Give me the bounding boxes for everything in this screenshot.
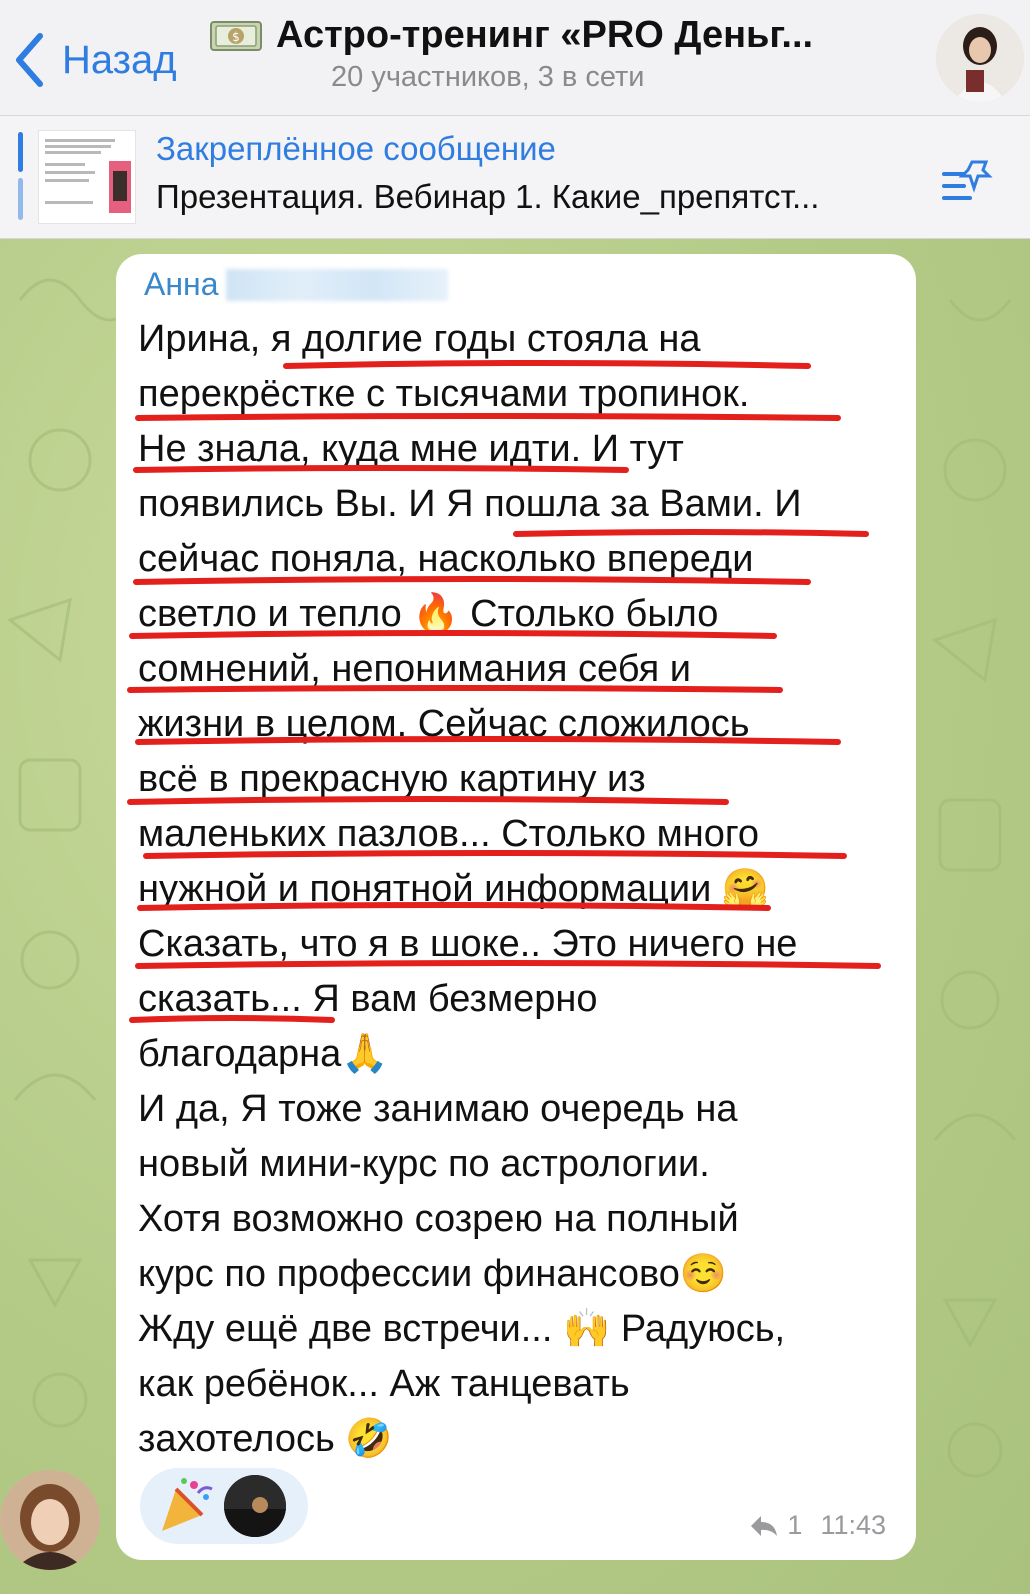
reply-count[interactable]: 1 — [787, 1510, 803, 1540]
pinned-text: Презентация. Вебинар 1. Какие_препятст... — [156, 178, 820, 215]
chat-subtitle: 20 участников, 3 в сети — [331, 61, 645, 93]
chat-title-area[interactable] — [210, 14, 910, 94]
chat-header — [0, 0, 1030, 116]
party-popper-icon — [154, 1475, 216, 1537]
sender-avatar-image — [0, 1470, 100, 1570]
chevron-left-icon — [14, 32, 44, 88]
sender-surname-blurred — [226, 269, 448, 301]
pinned-thumbnail — [38, 130, 136, 224]
reactions-pill[interactable] — [140, 1468, 308, 1544]
message-text: Ирина, я долгие годы стояла на перекрёстке с тысячами тропинок. Не знала, куда мне идти. И тут появились Вы. И Я пошла за Вами. И сейчас поняла, насколько впереди светло и тепло 🔥 Столько было сомнений, непонимания себя и жизни в целом. Сейчас сложилось всё в прекрасную картину из маленьких пазлов... Столько много нужной и понятной информации 🤗 Сказать, что я в шоке.. Это ничего не сказать... Я вам безмерно благодарна🙏 И да, Я тоже занимаю очередь на новый мини-курс по астрологии. Хотя возможно созрею на полный курс по профессии финансово☺️ Жду ещё две встречи... 🙌 Радуюсь, как ребёнок... Аж танцевать захотелось 🤣 — [138, 318, 802, 1460]
pinned-label: Закреплённое сообщение — [156, 130, 556, 167]
group-avatar-image — [936, 14, 1024, 102]
sender-name[interactable]: Анна — [144, 266, 219, 302]
back-label: Назад — [62, 37, 177, 82]
svg-text:$: $ — [232, 29, 240, 44]
chat-title: Астро-тренинг «PRO Деньг... — [276, 14, 814, 56]
pinned-list-icon[interactable] — [940, 156, 994, 206]
message-time: 11:43 — [820, 1510, 886, 1540]
pinned-message-bar[interactable] — [0, 116, 1030, 239]
sender-avatar[interactable] — [0, 1470, 100, 1570]
money-bill-icon — [210, 20, 262, 52]
reaction-user-avatar — [224, 1475, 286, 1537]
sender-row — [144, 266, 448, 303]
reply-arrow-icon[interactable] — [749, 1514, 779, 1538]
message-meta — [749, 1510, 886, 1541]
message-bubble[interactable] — [116, 254, 916, 1560]
pinned-indicator — [18, 132, 23, 220]
group-avatar[interactable] — [936, 14, 1024, 102]
back-button[interactable] — [14, 30, 177, 90]
